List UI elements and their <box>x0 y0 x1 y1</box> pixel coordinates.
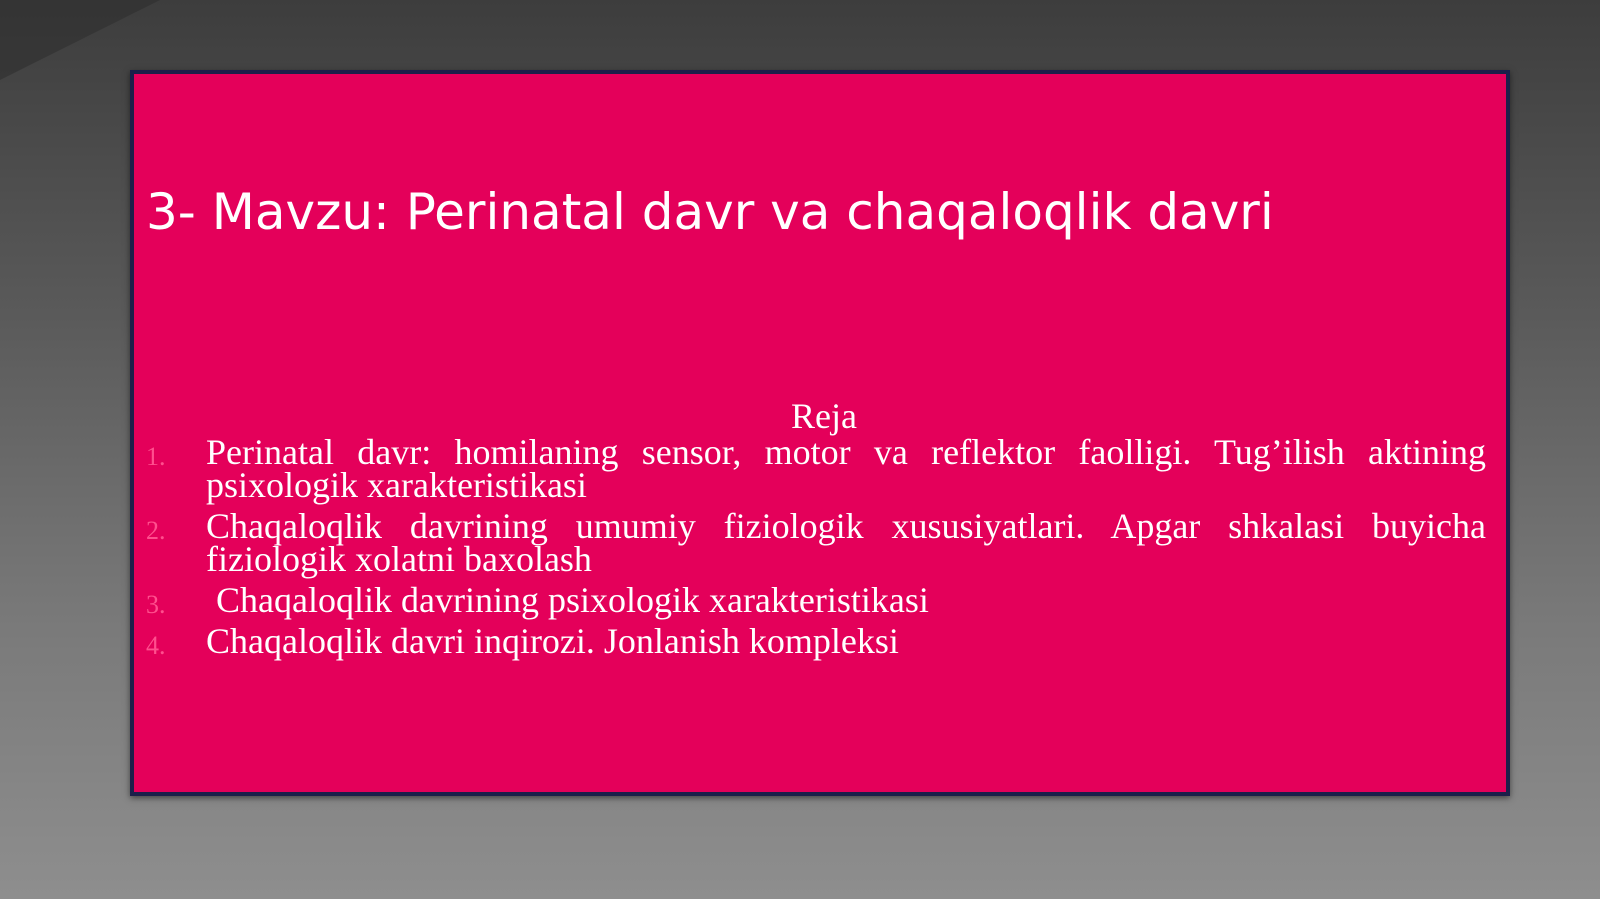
list-number: 2. <box>146 516 166 545</box>
list-number: 1. <box>146 442 166 471</box>
plan-item <box>146 580 1486 620</box>
plan-item-text: Chaqaloqlik davrining psixologik xarakteristikasi <box>216 580 929 620</box>
plan-heading: Reja <box>791 396 857 436</box>
plan-item-text: Perinatal davr: homilaning sensor, motor va reflektor faolligi. Tug’ilish aktining psixologik xarakteristikasi <box>206 432 1486 505</box>
plan-list <box>146 432 1486 666</box>
plan-item-text: Chaqaloqlik davri inqirozi. Jonlanish kompleksi <box>206 621 899 661</box>
plan-item <box>146 432 1486 505</box>
slide <box>130 70 1510 796</box>
background-corner-shade <box>0 0 160 80</box>
plan-item <box>146 506 1486 579</box>
list-number: 3. <box>146 590 166 619</box>
plan-item-text: Chaqaloqlik davrining umumiy fiziologik xususiyatlari. Apgar shkalasi buyicha fiziologik xolatni baxolash <box>206 506 1486 579</box>
list-number: 4. <box>146 631 166 660</box>
slide-title: 3- Mavzu: Perinatal davr va chaqaloqlik davri <box>146 183 1274 241</box>
plan-item <box>146 621 1486 661</box>
